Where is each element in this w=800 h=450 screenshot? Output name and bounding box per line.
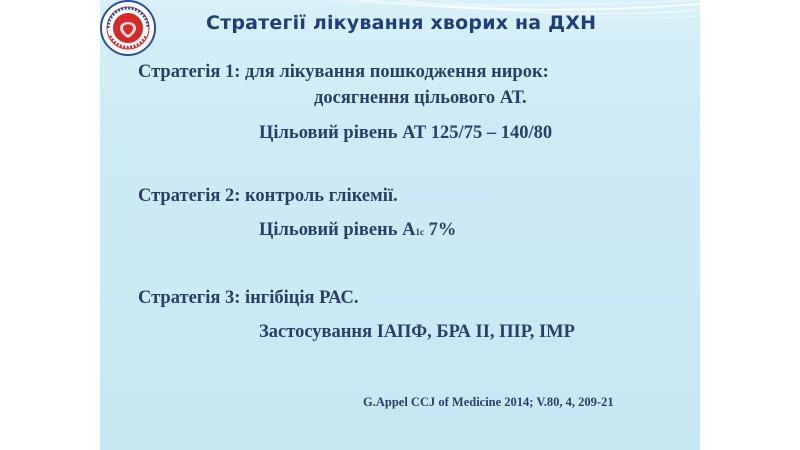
strategy-2-target-suffix: 7% — [423, 220, 457, 240]
strategy-1-target: Цільовий рівень АТ 125/75 – 140/80 — [259, 123, 553, 143]
strategy-2-heading: Стратегія 2: контроль глікемії. — [138, 186, 398, 206]
strategy-2-target — [259, 220, 456, 241]
institute-logo — [100, 0, 156, 56]
strategy-1-heading: Стратегія 1: для лікування пошкодження нирок: — [138, 62, 549, 82]
strategy-2-target-subscript: 1c — [415, 227, 424, 237]
strategy-3-drugs: Застосування ІАПФ, БРА ІІ, ПІР, ІМР — [259, 322, 575, 342]
strategy-3-heading: Стратегія 3: інгібіція РАС. — [138, 288, 359, 308]
strategy-2-target-prefix: Цільовий рівень А — [259, 220, 416, 240]
strategy-1-continuation: досягнення цільового АТ. — [314, 88, 527, 108]
slide — [100, 0, 700, 450]
citation: G.Appel CCJ of Medicine 2014; V.80, 4, 209-21 — [363, 395, 614, 409]
slide-title: Стратегії лікування хворих на ДХН — [206, 12, 597, 34]
